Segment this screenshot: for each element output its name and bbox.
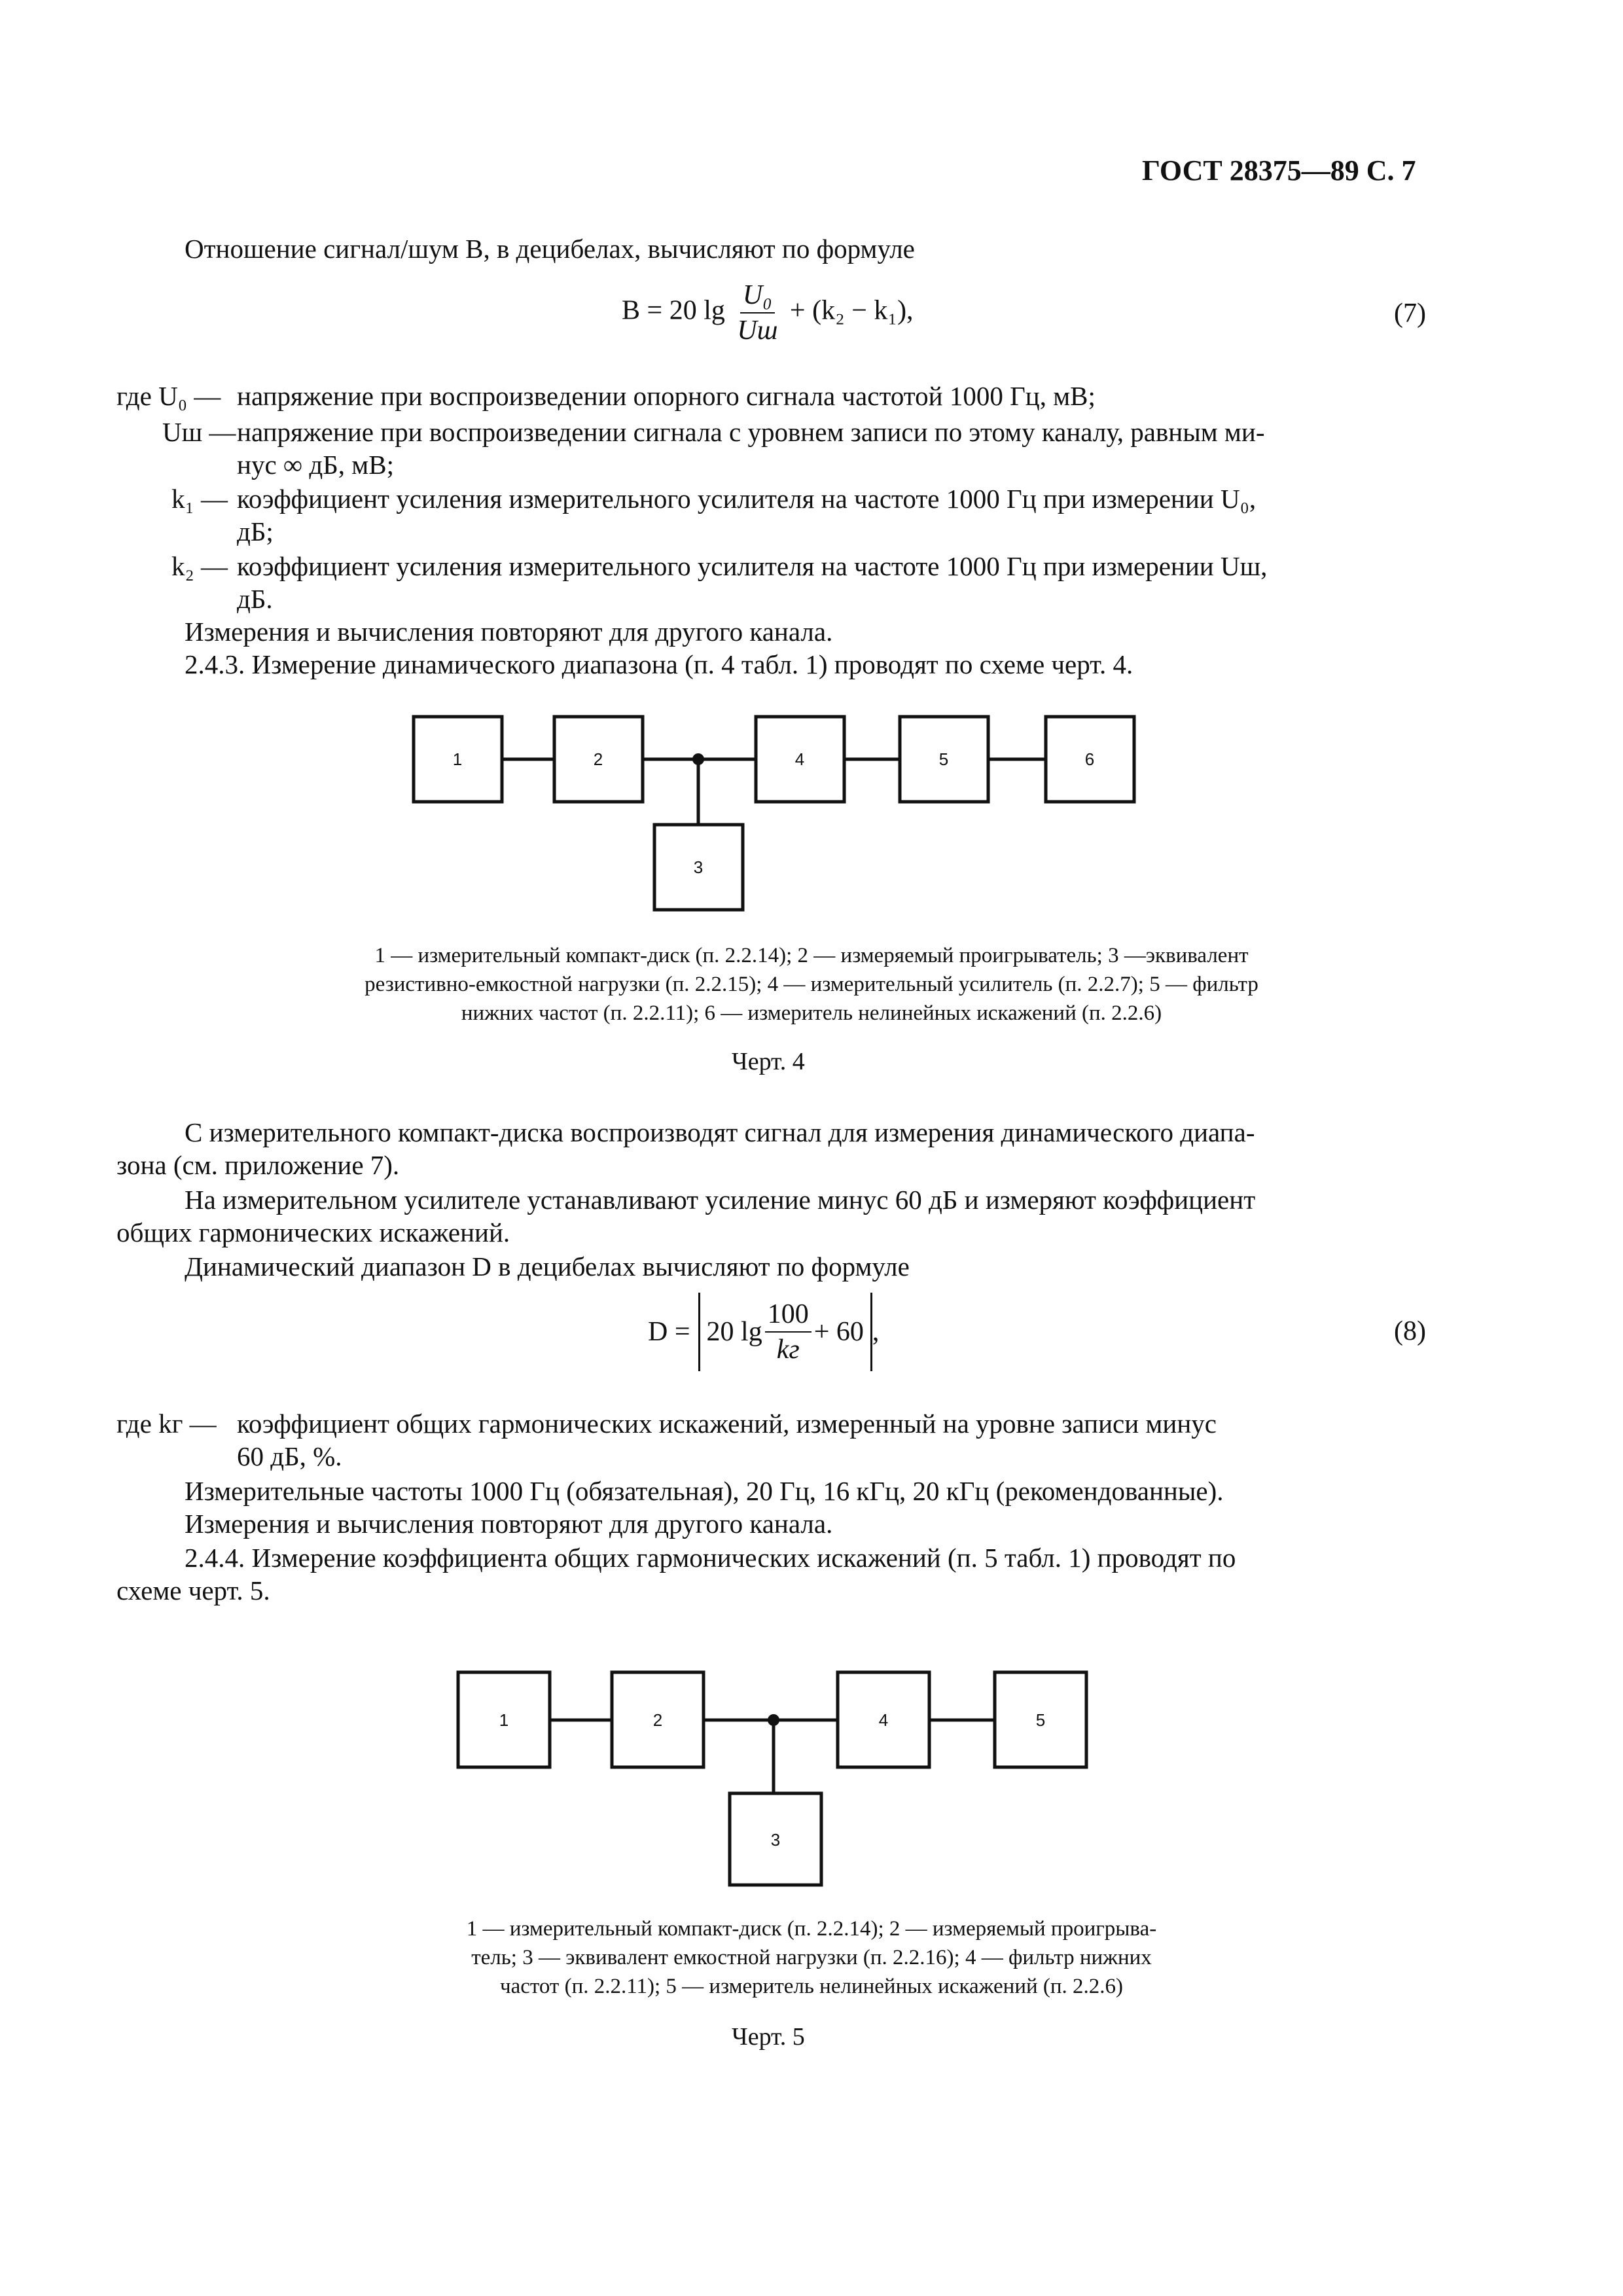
formula-8-number: (8) bbox=[1394, 1316, 1426, 1346]
paragraph-amp-1: На измерительном усилителе устанавливают усиление минус 60 дБ и измеряют коэффициент bbox=[185, 1185, 1256, 1215]
diagram4-label-5: 5 bbox=[938, 749, 949, 769]
paragraph-disk-2: зона (см. приложение 7). bbox=[116, 1150, 400, 1180]
paragraph-repeat-2: Измерения и вычисления повторяют для другого канала. bbox=[185, 1509, 833, 1539]
formula-8-inner-left: 20 lg bbox=[706, 1317, 762, 1347]
diagram5-label-3: 3 bbox=[770, 1830, 781, 1850]
where7-sym-3: k₁ — bbox=[171, 484, 228, 514]
intro-line: Отношение сигнал/шум B, в децибелах, вычисляют по формуле bbox=[185, 234, 915, 264]
diagram4-junction-node bbox=[692, 753, 704, 765]
diagram5-label-2: 2 bbox=[652, 1710, 663, 1730]
paragraph-amp-2: общих гармонических искажений. bbox=[116, 1217, 510, 1247]
formula-7-rhs: + (k₂ − k₁), bbox=[789, 295, 914, 326]
formula-8-abs bbox=[698, 1293, 872, 1371]
where7-sym-1: где U₀ — bbox=[116, 381, 221, 411]
where7-text-2: напряжение при воспроизведении сигнала с уровнем записи по этому каналу, равным ми- bbox=[237, 417, 1265, 447]
formula-8-fraction bbox=[765, 1297, 812, 1367]
diagram5-caption-1: 1 — измерительный компакт-диск (п. 2.2.14); 2 — измеряемый проигрыва- bbox=[466, 1917, 1157, 1941]
paragraph-frequencies: Измерительные частоты 1000 Гц (обязательная), 20 Гц, 16 кГц, 20 кГц (рекомендованные). bbox=[185, 1476, 1224, 1506]
diagram4-label-6: 6 bbox=[1084, 749, 1095, 769]
page-header: ГОСТ 28375—89 С. 7 bbox=[1142, 154, 1416, 187]
where7-text-3: коэффициент усиления измерительного усилителя на частоте 1000 Гц при измерении U₀, bbox=[237, 484, 1257, 514]
diagram5-caption-2: тель; 3 — эквивалент емкостной нагрузки (п. 2.2.16); 4 — фильтр нижних bbox=[471, 1946, 1152, 1969]
diagram5-junction-node bbox=[768, 1714, 779, 1726]
where8-sym: где kг — bbox=[116, 1408, 217, 1439]
where7-text-4: коэффициент усиления измерительного усилителя на частоте 1000 Гц при измерении Uш, bbox=[237, 551, 1268, 581]
block-diagram-5 bbox=[445, 1643, 1165, 1892]
formula-7-numerator: U₀ bbox=[740, 278, 775, 314]
formula-7-lhs: B = 20 lg bbox=[622, 295, 725, 326]
where7-cont-3: дБ; bbox=[237, 516, 274, 547]
where7-text-1: напряжение при воспроизведении опорного сигнала частотой 1000 Гц, мВ; bbox=[237, 381, 1096, 411]
diagram5-caption-3: частот (п. 2.2.11); 5 — измеритель нелинейных искажений (п. 2.2.6) bbox=[499, 1975, 1124, 1998]
formula-8-numerator: 100 bbox=[765, 1297, 812, 1333]
diagram5-label: Черт. 5 bbox=[732, 2023, 805, 2051]
diagram5-label-4: 4 bbox=[878, 1710, 889, 1730]
formula-8-lhs: D = bbox=[648, 1317, 690, 1347]
formula-7 bbox=[622, 278, 914, 348]
formula-7-fraction bbox=[734, 278, 780, 348]
diagram5-label-1: 1 bbox=[499, 1710, 509, 1730]
paragraph-2-4-3: 2.4.3. Измерение динамического диапазона (п. 4 табл. 1) проводят по схеме черт. 4. bbox=[185, 649, 1133, 679]
formula-7-number: (7) bbox=[1394, 298, 1426, 329]
formula-8-inner-right: + 60 bbox=[813, 1317, 864, 1347]
diagram4-label-2: 2 bbox=[593, 749, 603, 769]
diagram4-caption-2: резистивно-емкостной нагрузки (п. 2.2.15); 4 — измерительный усилитель (п. 2.2.7); 5 — фильтр bbox=[365, 973, 1258, 996]
where7-cont-4: дБ. bbox=[237, 584, 273, 614]
diagram4-label: Черт. 4 bbox=[732, 1048, 805, 1075]
where8-text: коэффициент общих гармонических искажений, измеренный на уровне записи минус bbox=[237, 1408, 1217, 1439]
diagram4-caption-3: нижних частот (п. 2.2.11); 6 — измеритель нелинейных искажений (п. 2.2.6) bbox=[461, 1001, 1162, 1025]
formula-7-denominator: Uш bbox=[737, 315, 778, 346]
where8-cont: 60 дБ, %. bbox=[237, 1441, 342, 1471]
paragraph-dynamic: Динамический диапазон D в децибелах вычисляют по формуле bbox=[185, 1251, 910, 1282]
paragraph-2-4-4-2: схеме черт. 5. bbox=[116, 1575, 270, 1605]
diagram4-label-3: 3 bbox=[693, 857, 704, 877]
paragraph-disk-1: С измерительного компакт-диска воспроизводят сигнал для измерения динамического диапа- bbox=[185, 1117, 1255, 1147]
paragraph-repeat-1: Измерения и вычисления повторяют для другого канала. bbox=[185, 617, 833, 647]
where7-sym-2: Uш — bbox=[162, 417, 236, 447]
diagram4-label-4: 4 bbox=[794, 749, 805, 769]
paragraph-2-4-4-1: 2.4.4. Измерение коэффициента общих гармонических искажений (п. 5 табл. 1) проводят по bbox=[185, 1543, 1236, 1573]
formula-8 bbox=[648, 1293, 879, 1371]
diagram4-label-1: 1 bbox=[452, 749, 463, 769]
where7-cont-2: нус ∞ дБ, мВ; bbox=[237, 450, 394, 480]
formula-8-tail: , bbox=[872, 1317, 880, 1347]
formula-8-denominator: kг bbox=[776, 1335, 800, 1365]
diagram4-caption-1: 1 — измерительный компакт-диск (п. 2.2.14); 2 — измеряемый проигрыватель; 3 —эквивалент bbox=[374, 944, 1249, 967]
block-diagram-4 bbox=[393, 700, 1178, 923]
diagram5-label-5: 5 bbox=[1035, 1710, 1046, 1730]
where7-sym-4: k₂ — bbox=[171, 551, 228, 581]
